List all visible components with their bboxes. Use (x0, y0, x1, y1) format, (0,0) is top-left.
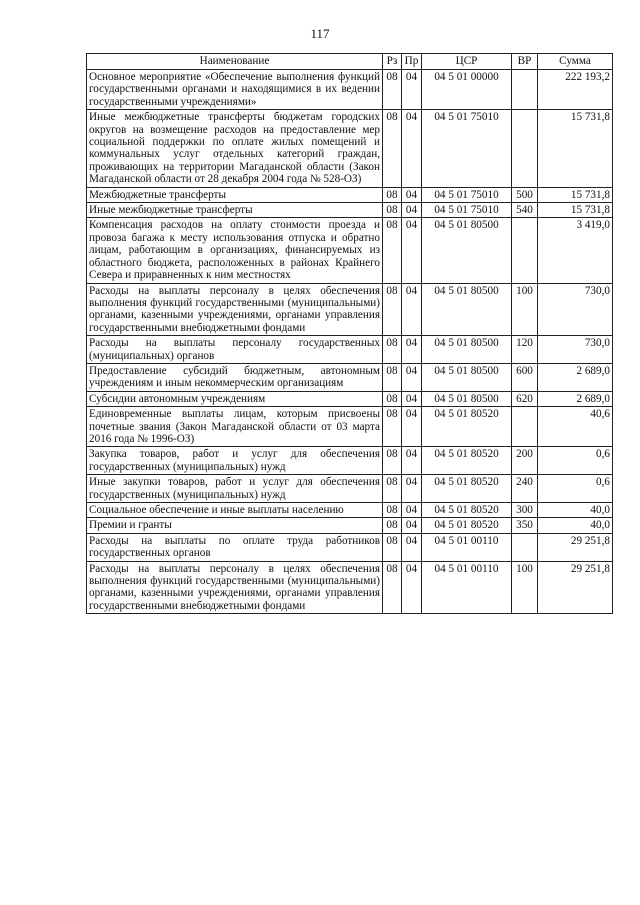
table-row (87, 283, 613, 336)
cell-pr: 04 (402, 391, 422, 406)
table-row (87, 218, 613, 283)
table-row (87, 391, 613, 406)
cell-sum: 29 251,8 (538, 561, 613, 614)
cell-name: Компенсация расходов на оплату стоимости проезда и провоза багажа к месту использования отпуска и обратно лицам, работающим в организациях, финансируемых из областного бюджета, расположенных в районах Крайнего Севера и приравненных к ним местностях (87, 218, 383, 283)
cell-csr: 04 5 01 00110 (422, 561, 512, 614)
header-vr: ВР (512, 54, 538, 70)
cell-rz: 08 (383, 110, 402, 187)
cell-csr: 04 5 01 80500 (422, 336, 512, 364)
cell-sum: 40,6 (538, 407, 613, 447)
cell-sum: 2 689,0 (538, 391, 613, 406)
cell-rz: 08 (383, 475, 402, 503)
table-row (87, 518, 613, 533)
cell-name: Премии и гранты (87, 518, 383, 533)
cell-rz: 08 (383, 407, 402, 447)
cell-pr: 04 (402, 503, 422, 518)
table-row (87, 561, 613, 614)
table-row (87, 533, 613, 561)
cell-vr: 600 (512, 363, 538, 391)
header-pr: Пр (402, 54, 422, 70)
cell-name: Иные межбюджетные трансферты бюджетам городских округов на возмещение расходов на предоставление мер социальной поддержки по оплате жилых помещений и коммунальных услуг отдельных категорий граждан, проживающих на территории Магаданской области (Закон Магаданской области от 28 декабря 2004 года № 528-ОЗ) (87, 110, 383, 187)
cell-sum: 40,0 (538, 503, 613, 518)
cell-sum: 15 731,8 (538, 110, 613, 187)
cell-csr: 04 5 01 80500 (422, 363, 512, 391)
cell-name: Расходы на выплаты по оплате труда работников государственных органов (87, 533, 383, 561)
cell-rz: 08 (383, 518, 402, 533)
cell-rz: 08 (383, 391, 402, 406)
cell-name: Расходы на выплаты персоналу государственных (муниципальных) органов (87, 336, 383, 364)
cell-csr: 04 5 01 80520 (422, 503, 512, 518)
cell-pr: 04 (402, 475, 422, 503)
cell-sum: 3 419,0 (538, 218, 613, 283)
cell-csr: 04 5 01 80520 (422, 475, 512, 503)
cell-pr: 04 (402, 561, 422, 614)
cell-csr: 04 5 01 00110 (422, 533, 512, 561)
table-body (87, 70, 613, 614)
cell-csr: 04 5 01 80520 (422, 407, 512, 447)
cell-sum: 0,6 (538, 447, 613, 475)
cell-rz: 08 (383, 447, 402, 475)
table-row (87, 363, 613, 391)
cell-sum: 15 731,8 (538, 187, 613, 202)
header-csr: ЦСР (422, 54, 512, 70)
cell-vr: 540 (512, 203, 538, 218)
cell-csr: 04 5 01 80500 (422, 218, 512, 283)
cell-sum: 730,0 (538, 283, 613, 336)
cell-pr: 04 (402, 110, 422, 187)
cell-pr: 04 (402, 363, 422, 391)
cell-csr: 04 5 01 80520 (422, 447, 512, 475)
header-rz: Рз (383, 54, 402, 70)
table-row (87, 110, 613, 187)
cell-vr (512, 407, 538, 447)
cell-name: Расходы на выплаты персоналу в целях обеспечения выполнения функций государственными (муниципальными) органами, казенными учреждениями, органами управления государственными внебюджетными фондами (87, 283, 383, 336)
cell-rz: 08 (383, 70, 402, 110)
cell-sum: 15 731,8 (538, 203, 613, 218)
cell-name: Основное мероприятие «Обеспечение выполнения функций государственными органами и находящимися в их ведении государственными учреждениями» (87, 70, 383, 110)
table-row (87, 475, 613, 503)
cell-vr: 120 (512, 336, 538, 364)
header-sum: Сумма (538, 54, 613, 70)
cell-rz: 08 (383, 533, 402, 561)
cell-sum: 730,0 (538, 336, 613, 364)
cell-rz: 08 (383, 187, 402, 202)
table-row (87, 407, 613, 447)
cell-rz: 08 (383, 283, 402, 336)
cell-name: Закупка товаров, работ и услуг для обеспечения государственных (муниципальных) нужд (87, 447, 383, 475)
cell-csr: 04 5 01 00000 (422, 70, 512, 110)
table-row (87, 187, 613, 202)
cell-sum: 222 193,2 (538, 70, 613, 110)
cell-name: Субсидии автономным учреждениям (87, 391, 383, 406)
cell-name: Иные закупки товаров, работ и услуг для обеспечения государственных (муниципальных) нужд (87, 475, 383, 503)
cell-rz: 08 (383, 503, 402, 518)
cell-rz: 08 (383, 218, 402, 283)
cell-name: Расходы на выплаты персоналу в целях обеспечения выполнения функций государственными (муниципальными) органами, казенными учреждениями, органами управления государственными внебюджетными фондами (87, 561, 383, 614)
cell-vr: 240 (512, 475, 538, 503)
cell-name: Предоставление субсидий бюджетным, автономным учреждениям и иным некоммерческим организациям (87, 363, 383, 391)
cell-vr: 100 (512, 283, 538, 336)
cell-name: Межбюджетные трансферты (87, 187, 383, 202)
cell-vr: 350 (512, 518, 538, 533)
cell-rz: 08 (383, 336, 402, 364)
table-row (87, 70, 613, 110)
cell-name: Единовременные выплаты лицам, которым присвоены почетные звания (Закон Магаданской области от 03 марта 2016 года № 1996-ОЗ) (87, 407, 383, 447)
cell-vr: 500 (512, 187, 538, 202)
cell-pr: 04 (402, 447, 422, 475)
cell-vr: 200 (512, 447, 538, 475)
cell-csr: 04 5 01 75010 (422, 203, 512, 218)
table-row (87, 203, 613, 218)
table-row (87, 336, 613, 364)
cell-pr: 04 (402, 533, 422, 561)
cell-csr: 04 5 01 80500 (422, 283, 512, 336)
cell-sum: 40,0 (538, 518, 613, 533)
cell-pr: 04 (402, 70, 422, 110)
table-header-row (87, 54, 613, 70)
cell-sum: 2 689,0 (538, 363, 613, 391)
cell-pr: 04 (402, 336, 422, 364)
cell-rz: 08 (383, 203, 402, 218)
cell-vr (512, 218, 538, 283)
cell-pr: 04 (402, 518, 422, 533)
cell-vr: 100 (512, 561, 538, 614)
cell-pr: 04 (402, 203, 422, 218)
cell-name: Социальное обеспечение и иные выплаты населению (87, 503, 383, 518)
cell-vr (512, 70, 538, 110)
cell-name: Иные межбюджетные трансферты (87, 203, 383, 218)
header-name: Наименование (87, 54, 383, 70)
cell-sum: 29 251,8 (538, 533, 613, 561)
cell-vr: 620 (512, 391, 538, 406)
cell-csr: 04 5 01 80500 (422, 391, 512, 406)
cell-pr: 04 (402, 187, 422, 202)
page-number: 117 (310, 26, 330, 41)
cell-csr: 04 5 01 75010 (422, 110, 512, 187)
cell-vr (512, 110, 538, 187)
cell-vr (512, 533, 538, 561)
cell-pr: 04 (402, 283, 422, 336)
budget-table (86, 53, 613, 614)
cell-rz: 08 (383, 363, 402, 391)
cell-csr: 04 5 01 75010 (422, 187, 512, 202)
cell-pr: 04 (402, 407, 422, 447)
cell-sum: 0,6 (538, 475, 613, 503)
cell-pr: 04 (402, 218, 422, 283)
cell-vr: 300 (512, 503, 538, 518)
table-row (87, 447, 613, 475)
cell-rz: 08 (383, 561, 402, 614)
table-row (87, 503, 613, 518)
cell-csr: 04 5 01 80520 (422, 518, 512, 533)
